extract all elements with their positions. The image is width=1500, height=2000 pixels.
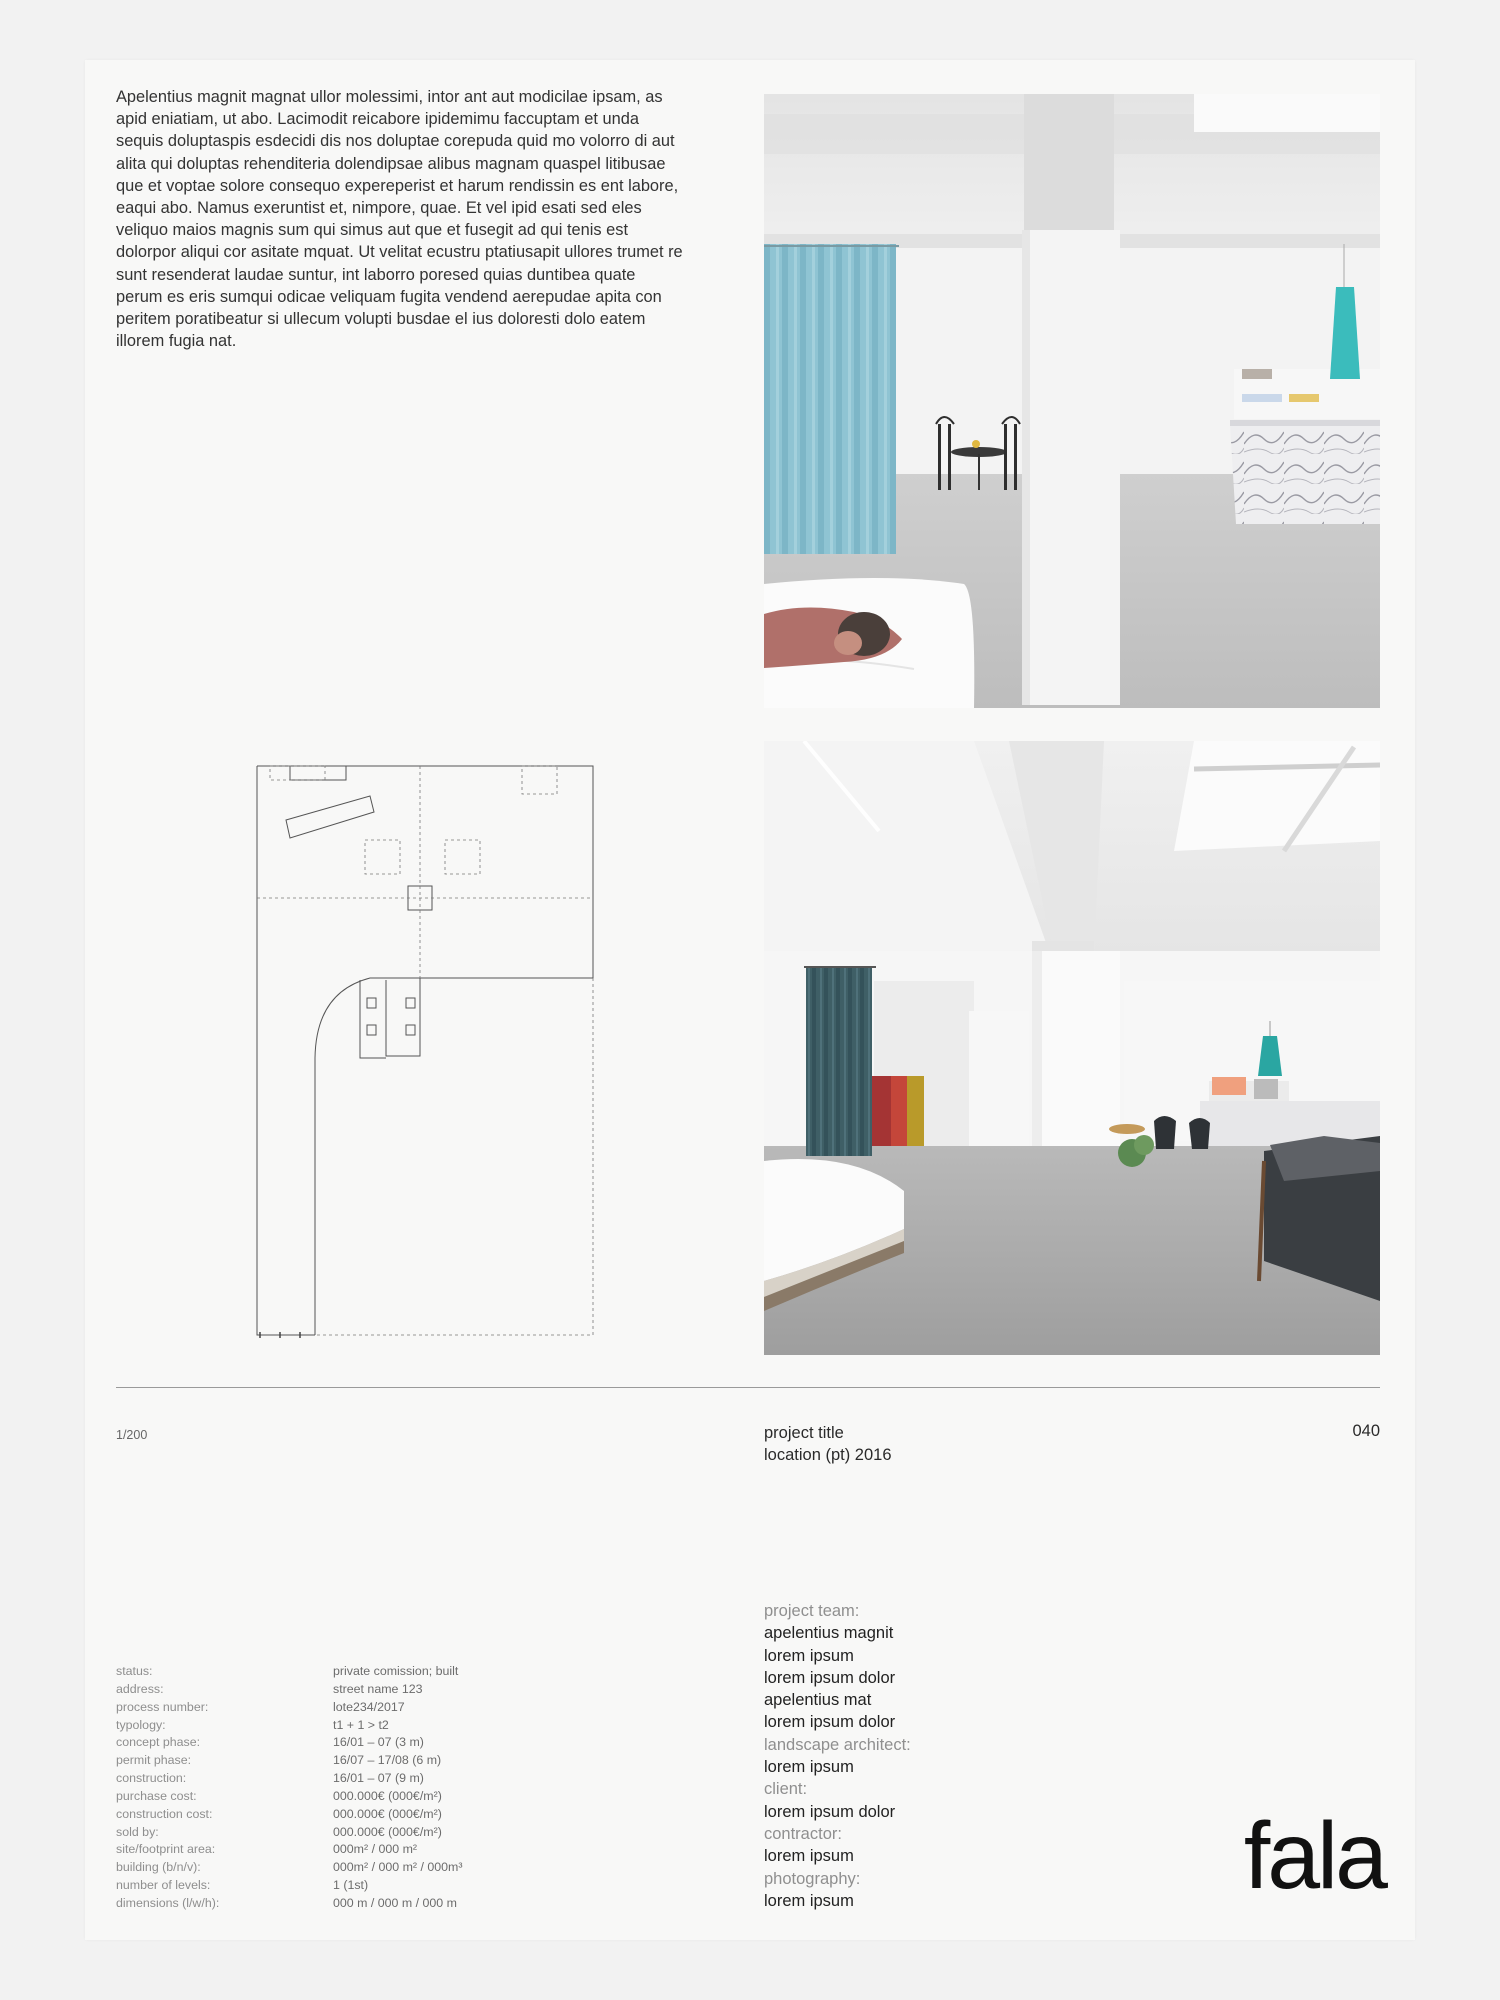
- brand-logo: fala: [1243, 1803, 1385, 1909]
- credit-heading-landscape: landscape architect:: [764, 1735, 911, 1754]
- credit-heading-client: client:: [764, 1780, 808, 1799]
- spec-value: lote234/2017: [333, 1699, 405, 1714]
- spec-row: [116, 1895, 462, 1913]
- spec-value: 16/07 – 17/08 (6 m): [333, 1753, 442, 1768]
- spec-value: t1 + 1 > t2: [333, 1717, 389, 1732]
- credit-name: lorem ipsum dolor: [764, 1713, 896, 1732]
- spec-value: 16/01 – 07 (3 m): [333, 1735, 424, 1750]
- spec-label: status:: [116, 1664, 153, 1678]
- intro-paragraph: Apelentius magnit magnat ullor molessimi, intor ant aut modicilae ipsam, as apid eniatiam, ut abo. Lacimodit reicabore ipidemimu faccuptam et unda sequis doluptaspis esdecidi dis nos doluptae corepuda quid mo volorro di aut alita qui doluptas rehenditeria dolendipsae alibus magnam quaspel litibusae que et voptae solore consequo expereperist et harum rendissin es ent labore, eaqui abo. Namus exeruntist et, nimpore, quae. Et vel ipid esati sed eles veliquo maios magnis sum qui simus aut que et fusegit ad qui tenis est dolorpor aliqui cor asitate mquat. Ut velitat ecustru ptatiusapit ullores trumet re sunt resenderat laudae suntur, int laborro poresed quias duntibea quate perum es eris sumqui odicae veliquam fugita vendend aerepudae apita con peritem poratibeatur si ullecum volupti busdae el ius doloresti dolo eatem illorem fugia nat.: [116, 88, 683, 351]
- drawing-scale: 1/200: [116, 1428, 148, 1442]
- spec-label: address:: [116, 1681, 164, 1696]
- divider-line: [116, 1387, 1380, 1388]
- spec-label: process number:: [116, 1699, 209, 1714]
- spec-row: [116, 1841, 462, 1859]
- project-specs: [116, 1663, 462, 1913]
- spec-value: private comission; built: [333, 1664, 459, 1678]
- spec-value: 16/01 – 07 (9 m): [333, 1771, 424, 1786]
- spec-row: [116, 1788, 462, 1806]
- spec-row: [116, 1734, 462, 1752]
- spec-row: [116, 1699, 462, 1717]
- page-number: 040: [1352, 1422, 1380, 1440]
- credit-heading-team: project team:: [764, 1602, 860, 1620]
- spec-label: permit phase:: [116, 1753, 192, 1768]
- credit-name: lorem ipsum: [764, 1891, 854, 1910]
- spec-label: purchase cost:: [116, 1788, 197, 1803]
- spec-row: [116, 1877, 462, 1895]
- project-credits: [764, 1600, 911, 1912]
- spec-label: site/footprint area:: [116, 1842, 216, 1857]
- spec-label: concept phase:: [116, 1735, 201, 1750]
- credit-name: lorem ipsum: [764, 1646, 854, 1665]
- credit-heading-photography: photography:: [764, 1869, 861, 1888]
- spec-label: construction cost:: [116, 1806, 213, 1821]
- credit-name: apelentius magnit: [764, 1624, 894, 1643]
- spec-label: number of levels:: [116, 1878, 211, 1893]
- project-heading: [764, 1422, 892, 1466]
- spec-row: [116, 1859, 462, 1877]
- spec-label: dimensions (l/w/h):: [116, 1895, 220, 1910]
- interior-photo-drawing: [764, 741, 1380, 1355]
- spec-value: 1 (1st): [333, 1878, 369, 1893]
- spec-row: [116, 1824, 462, 1842]
- spec-row: [116, 1770, 462, 1788]
- floor-plan-drawing: [250, 760, 600, 1340]
- credit-name: lorem ipsum: [764, 1758, 854, 1777]
- interior-photo-image: [764, 741, 1380, 1355]
- spec-value: street name 123: [333, 1681, 423, 1696]
- spec-row: [116, 1717, 462, 1735]
- spec-row: [116, 1806, 462, 1824]
- spec-label: sold by:: [116, 1824, 159, 1839]
- project-location: location (pt) 2016: [764, 1446, 892, 1464]
- credit-heading-contractor: contractor:: [764, 1824, 842, 1843]
- spec-row: [116, 1681, 462, 1699]
- credit-name: lorem ipsum: [764, 1847, 854, 1866]
- spec-value: 000m² / 000 m² / 000m³: [333, 1860, 463, 1875]
- spec-value: 000 m / 000 m / 000 m: [333, 1895, 457, 1910]
- credit-name: apelentius mat: [764, 1691, 872, 1710]
- render-collage-drawing: [764, 94, 1380, 708]
- spec-label: typology:: [116, 1717, 166, 1732]
- floor-plan-svg: [250, 760, 600, 1340]
- spec-label: building (b/n/v):: [116, 1860, 201, 1875]
- spec-row: [116, 1752, 462, 1770]
- credit-name: lorem ipsum dolor: [764, 1668, 896, 1687]
- render-collage-image: [764, 94, 1380, 708]
- spec-row: [116, 1663, 462, 1681]
- spec-value: 000m² / 000 m²: [333, 1842, 418, 1857]
- spec-value: 000.000€ (000€/m²): [333, 1824, 442, 1839]
- spec-value: 000.000€ (000€/m²): [333, 1806, 442, 1821]
- spec-label: construction:: [116, 1771, 187, 1786]
- spec-value: 000.000€ (000€/m²): [333, 1788, 442, 1803]
- credit-name: lorem ipsum dolor: [764, 1802, 896, 1821]
- project-title: project title: [764, 1424, 844, 1442]
